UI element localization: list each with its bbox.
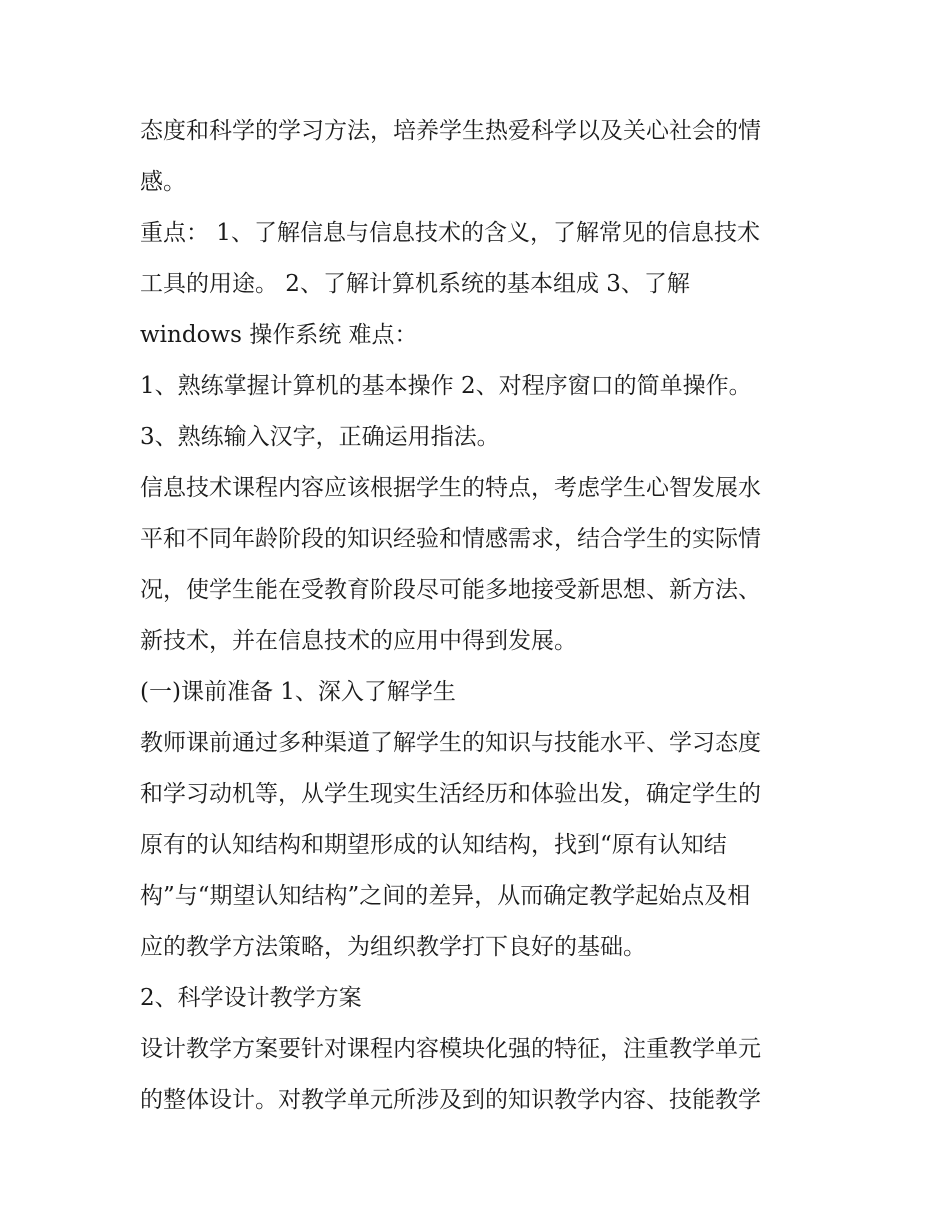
- text-line: 况，使学生能在受教育阶段尽可能多地接受新思想、新方法、: [140, 577, 761, 603]
- text-line: 1、熟练掌握计算机的基本操作 2、对程序窗口的简单操作。: [140, 373, 752, 399]
- text-line: 教师课前通过多种渠道了解学生的知识与技能水平、学习态度: [140, 730, 761, 756]
- text-line: 构”与“期望认知结构”之间的差异，从而确定教学起始点及相: [140, 883, 751, 909]
- text-line: 应的教学方法策略，为组织教学打下良好的基础。: [140, 934, 646, 960]
- text-line: 平和不同年龄阶段的知识经验和情感需求，结合学生的实际情: [140, 526, 761, 552]
- text-line: 重点： 1、了解信息与信息技术的含义，了解常见的信息技术: [140, 220, 760, 246]
- text-line: 原有的认知结构和期望形成的认知结构，找到“原有认知结: [140, 832, 727, 858]
- text-line: 和学习动机等，从学生现实生活经历和体验出发，确定学生的: [140, 781, 761, 807]
- text-line: 态度和科学的学习方法，培养学生热爱科学以及关心社会的情: [140, 118, 761, 144]
- text-line: 新技术，并在信息技术的应用中得到发展。: [140, 628, 577, 654]
- text-line: 工具的用途。 2、了解计算机系统的基本组成 3、了解: [140, 271, 690, 297]
- document-body: [140, 106, 820, 1126]
- text-line: windows 操作系统 难点：: [140, 322, 418, 348]
- text-line: 设计教学方案要针对课程内容模块化强的特征，注重教学单元: [140, 1036, 761, 1062]
- text-line: 3、熟练输入汉字，正确运用指法。: [140, 424, 500, 450]
- text-line: 信息技术课程内容应该根据学生的特点，考虑学生心智发展水: [140, 475, 761, 501]
- text-line: 的整体设计。对教学单元所涉及到的知识教学内容、技能教学: [140, 1087, 761, 1113]
- section-heading: (一)课前准备 1、深入了解学生: [140, 679, 456, 705]
- section-heading: 2、科学设计教学方案: [140, 985, 362, 1011]
- text-line: 感。: [140, 169, 186, 195]
